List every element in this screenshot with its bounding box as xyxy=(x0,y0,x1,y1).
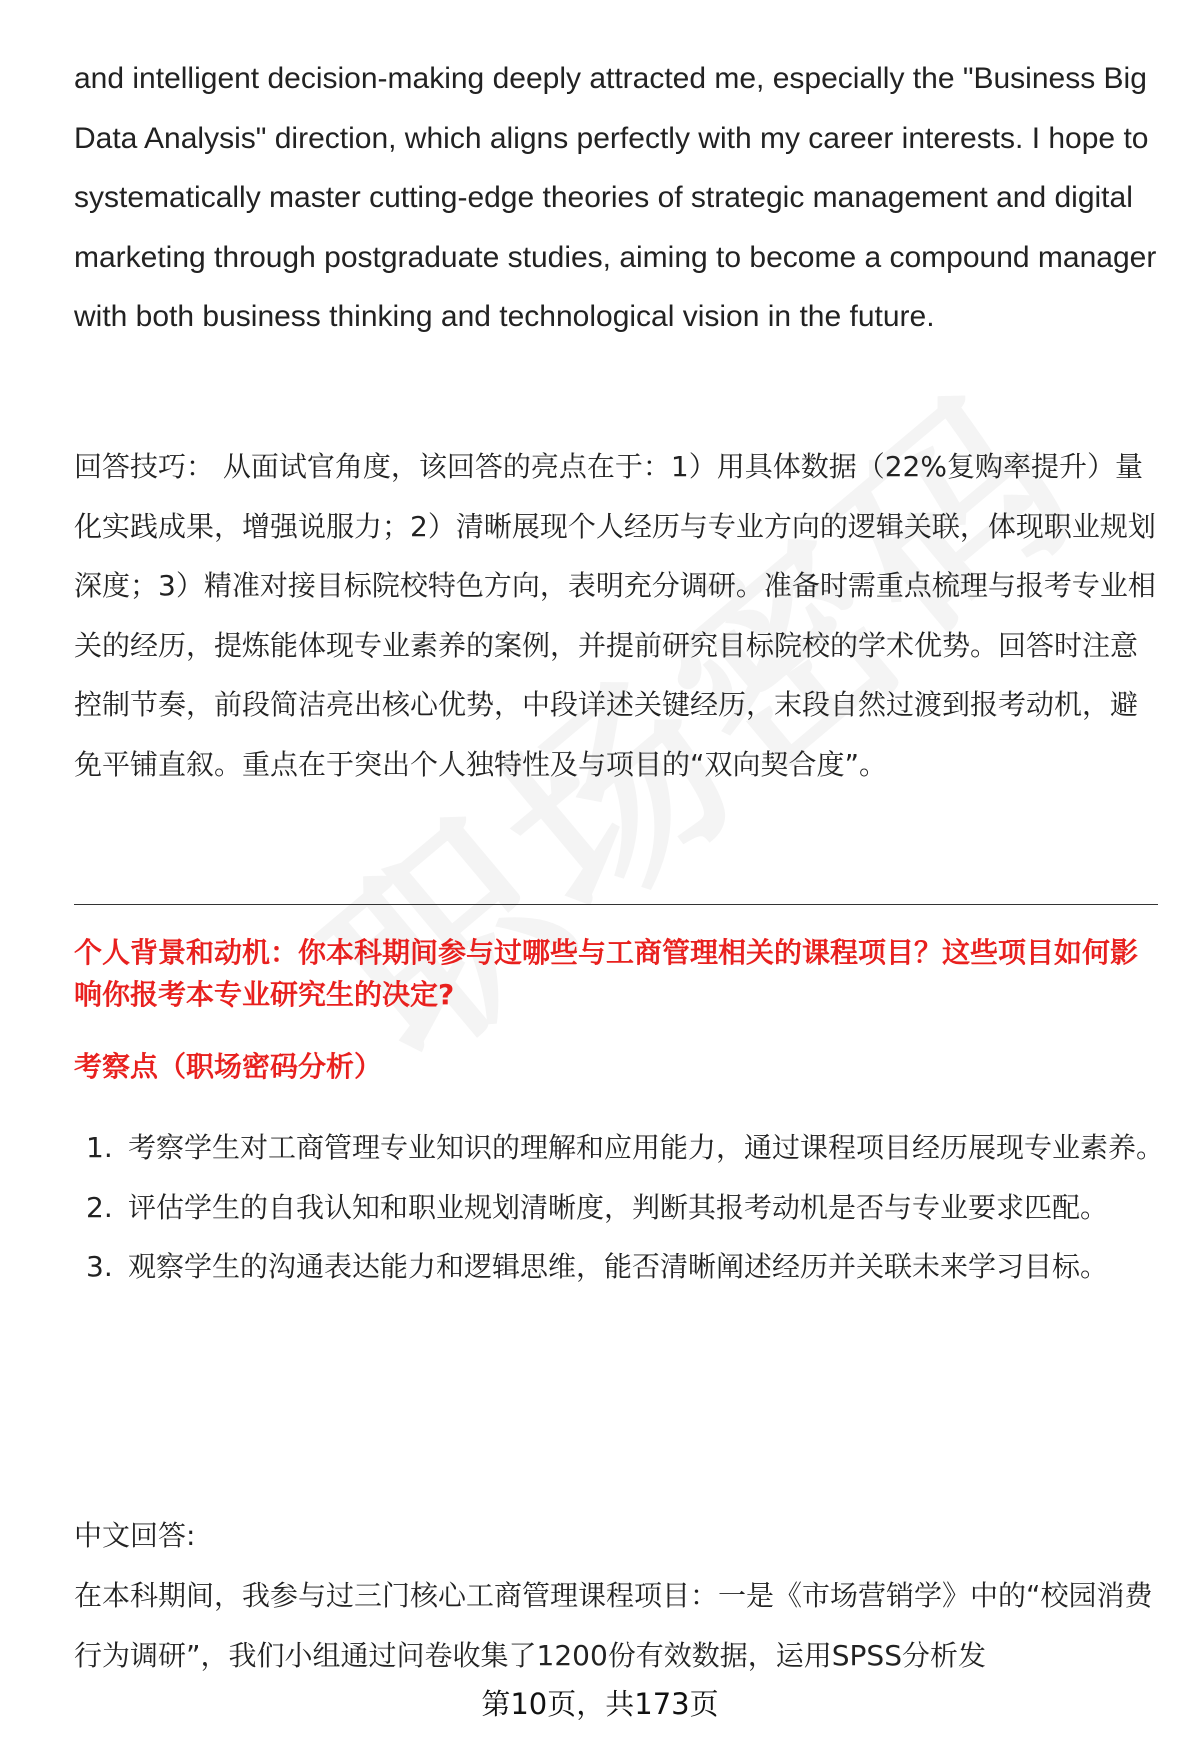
list-item-text: 评估学生的自我认知和职业规划清晰度，判断其报考动机是否与专业要求匹配。 xyxy=(128,1190,1109,1224)
list-item xyxy=(74,1237,1164,1297)
list-item-number: 2. xyxy=(86,1190,113,1224)
exam-point-list xyxy=(74,1118,1164,1297)
list-item-number: 3. xyxy=(86,1250,113,1283)
exam-point-heading: 考察点（职场密码分析） xyxy=(74,1050,383,1083)
answer-label: 中文回答: xyxy=(74,1519,196,1552)
question-heading: 个人背景和动机：你本科期间参与过哪些与工商管理相关的课程项目？这些项目如何影响你报考本专业研究生的决定? xyxy=(74,936,1139,1011)
page-number-footer: 第10页，共173页 xyxy=(481,1687,719,1721)
answer-paragraph: 在本科期间，我参与过三门核心工商管理课程项目：一是《市场营销学》中的“校园消费行为调研”，我们小组通过问卷收集了1200份有效数据，运用SPSS分析发 xyxy=(74,1579,1153,1672)
list-item xyxy=(74,1118,1164,1178)
list-item-number: 1. xyxy=(86,1131,113,1164)
section-divider xyxy=(74,904,1158,905)
list-item-text: 考察学生对工商管理专业知识的理解和应用能力，通过课程项目经历展现专业素养。 xyxy=(128,1131,1165,1164)
list-item xyxy=(74,1178,1164,1238)
answer-tip-paragraph: 回答技巧： 从面试官角度，该回答的亮点在于：1）用具体数据（22%复购率提升）量化实践成果，增强说服力；2）清晰展现个人经历与专业方向的逻辑关联，体现职业规划深度；3）精准对接目标院校特色方向，表明充分调研。准备时需重点梳理与报考专业相关的经历，提炼能体现专业素养的案例，并提前研究目标院校的学术优势。回答时注意控制节奏，前段简洁亮出核心优势，中段详述关键经历，末段自然过渡到报考动机，避免平铺直叙。重点在于突出个人独特性及与项目的“双向契合度”。 xyxy=(74,450,1156,781)
list-item-text: 观察学生的沟通表达能力和逻辑思维，能否清晰阐述经历并关联未来学习目标。 xyxy=(128,1250,1109,1283)
intro-paragraph: and intelligent decision-making deeply attracted me, especially the "Business Big Data Analysis" direction, which aligns perfectly with my career interests. I hope to systematically master cutting-edge theories of strategic management and digital marketing through postgraduate studies, aiming to become a compound manager with both business thinking and technological vision in the future. xyxy=(74,62,1157,333)
